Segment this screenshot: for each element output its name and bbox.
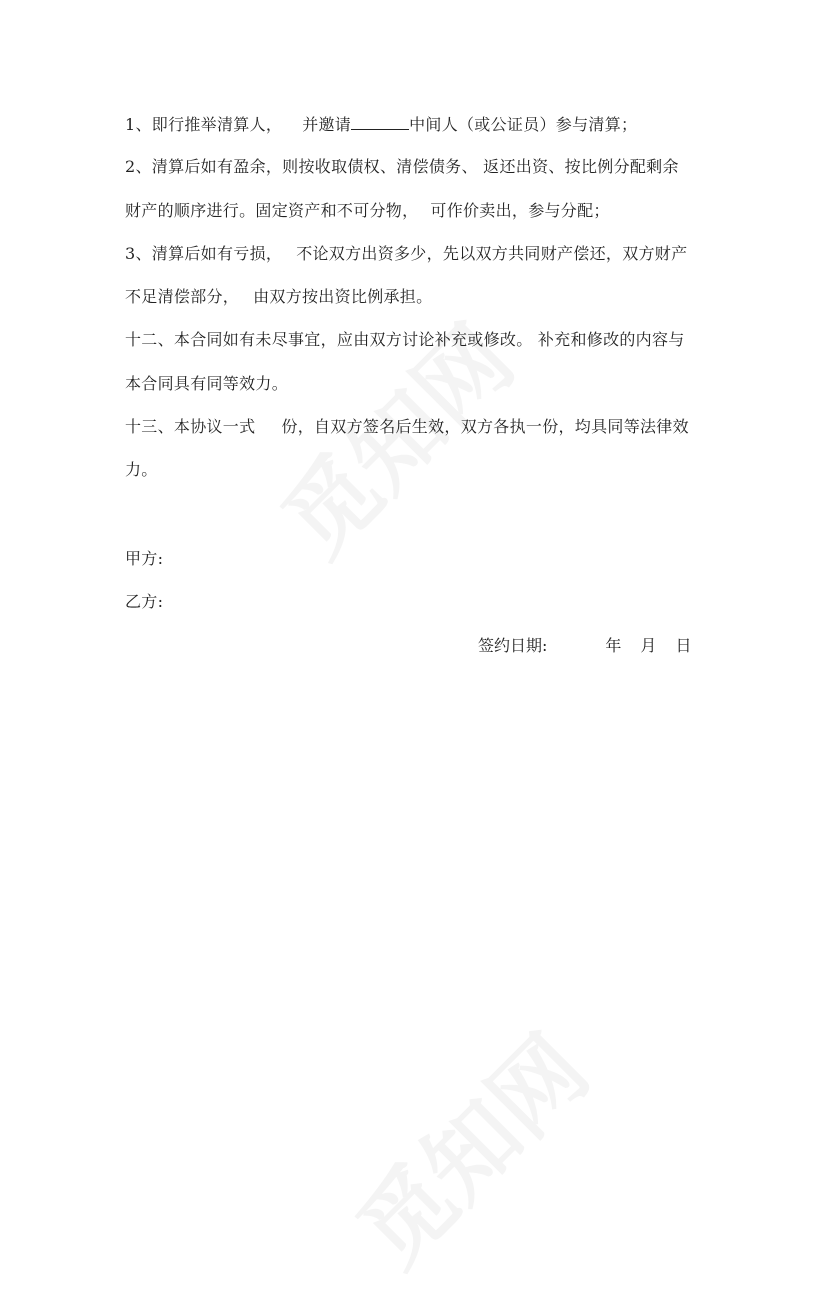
clause-13-line-1-part-b: 份，自双方签名后生效，双方各执一份，均具同等法律效 bbox=[281, 417, 689, 436]
clause-13-line-1 bbox=[125, 416, 689, 438]
clause-3-line-2 bbox=[125, 286, 432, 308]
clause-2-line-2-part-b: 可作价卖出，参与分配； bbox=[430, 201, 610, 220]
clause-3-line-1-part-a: 3、清算后如有亏损， bbox=[125, 244, 283, 263]
clause-3-line-2-part-b: 由双方按出资比例承担。 bbox=[253, 287, 433, 306]
clause-12-line-2: 本合同具有同等效力。 bbox=[125, 374, 289, 393]
date-day: 日 bbox=[675, 636, 692, 655]
clause-1-part-a: 1、即行推举清算人， bbox=[125, 115, 283, 134]
signing-date-label: 签约日期: bbox=[478, 636, 548, 655]
date-year: 年 bbox=[605, 636, 622, 655]
clause-2-line-1: 2、清算后如有盈余，则按收取债权、清偿债务、 返还出资、按比例分配剩余 bbox=[125, 157, 679, 176]
clause-13-line-2: 力。 bbox=[125, 460, 158, 479]
clause-2-line-2 bbox=[125, 200, 610, 222]
clause-3-line-2-part-a: 不足清偿部分， bbox=[125, 287, 240, 306]
clause-1 bbox=[125, 113, 637, 136]
party-a-label: 甲方: bbox=[125, 549, 164, 568]
watermark bbox=[324, 1002, 613, 1290]
clause-13-line-1-part-a: 十三、本协议一式 bbox=[125, 417, 256, 436]
clause-3-line-1 bbox=[125, 243, 687, 265]
clause-12-line-1: 十二、本合同如有未尽事宜，应由双方讨论补充或修改。 补充和修改的内容与 bbox=[125, 330, 685, 349]
party-b-label: 乙方: bbox=[125, 592, 164, 611]
clause-1-part-c: 中间人（或公证员）参与清算； bbox=[409, 115, 638, 134]
clause-2-line-2-part-a: 财产的顺序进行。固定资产和不可分物， bbox=[125, 201, 419, 220]
date-month: 月 bbox=[640, 636, 657, 655]
clause-1-part-b: 并邀请 bbox=[302, 115, 352, 134]
signing-date bbox=[478, 635, 691, 657]
clause-3-line-1-part-b: 不论双方出资多少，先以双方共同财产偿还，双方财产 bbox=[296, 244, 688, 263]
blank-intermediary bbox=[351, 113, 409, 130]
